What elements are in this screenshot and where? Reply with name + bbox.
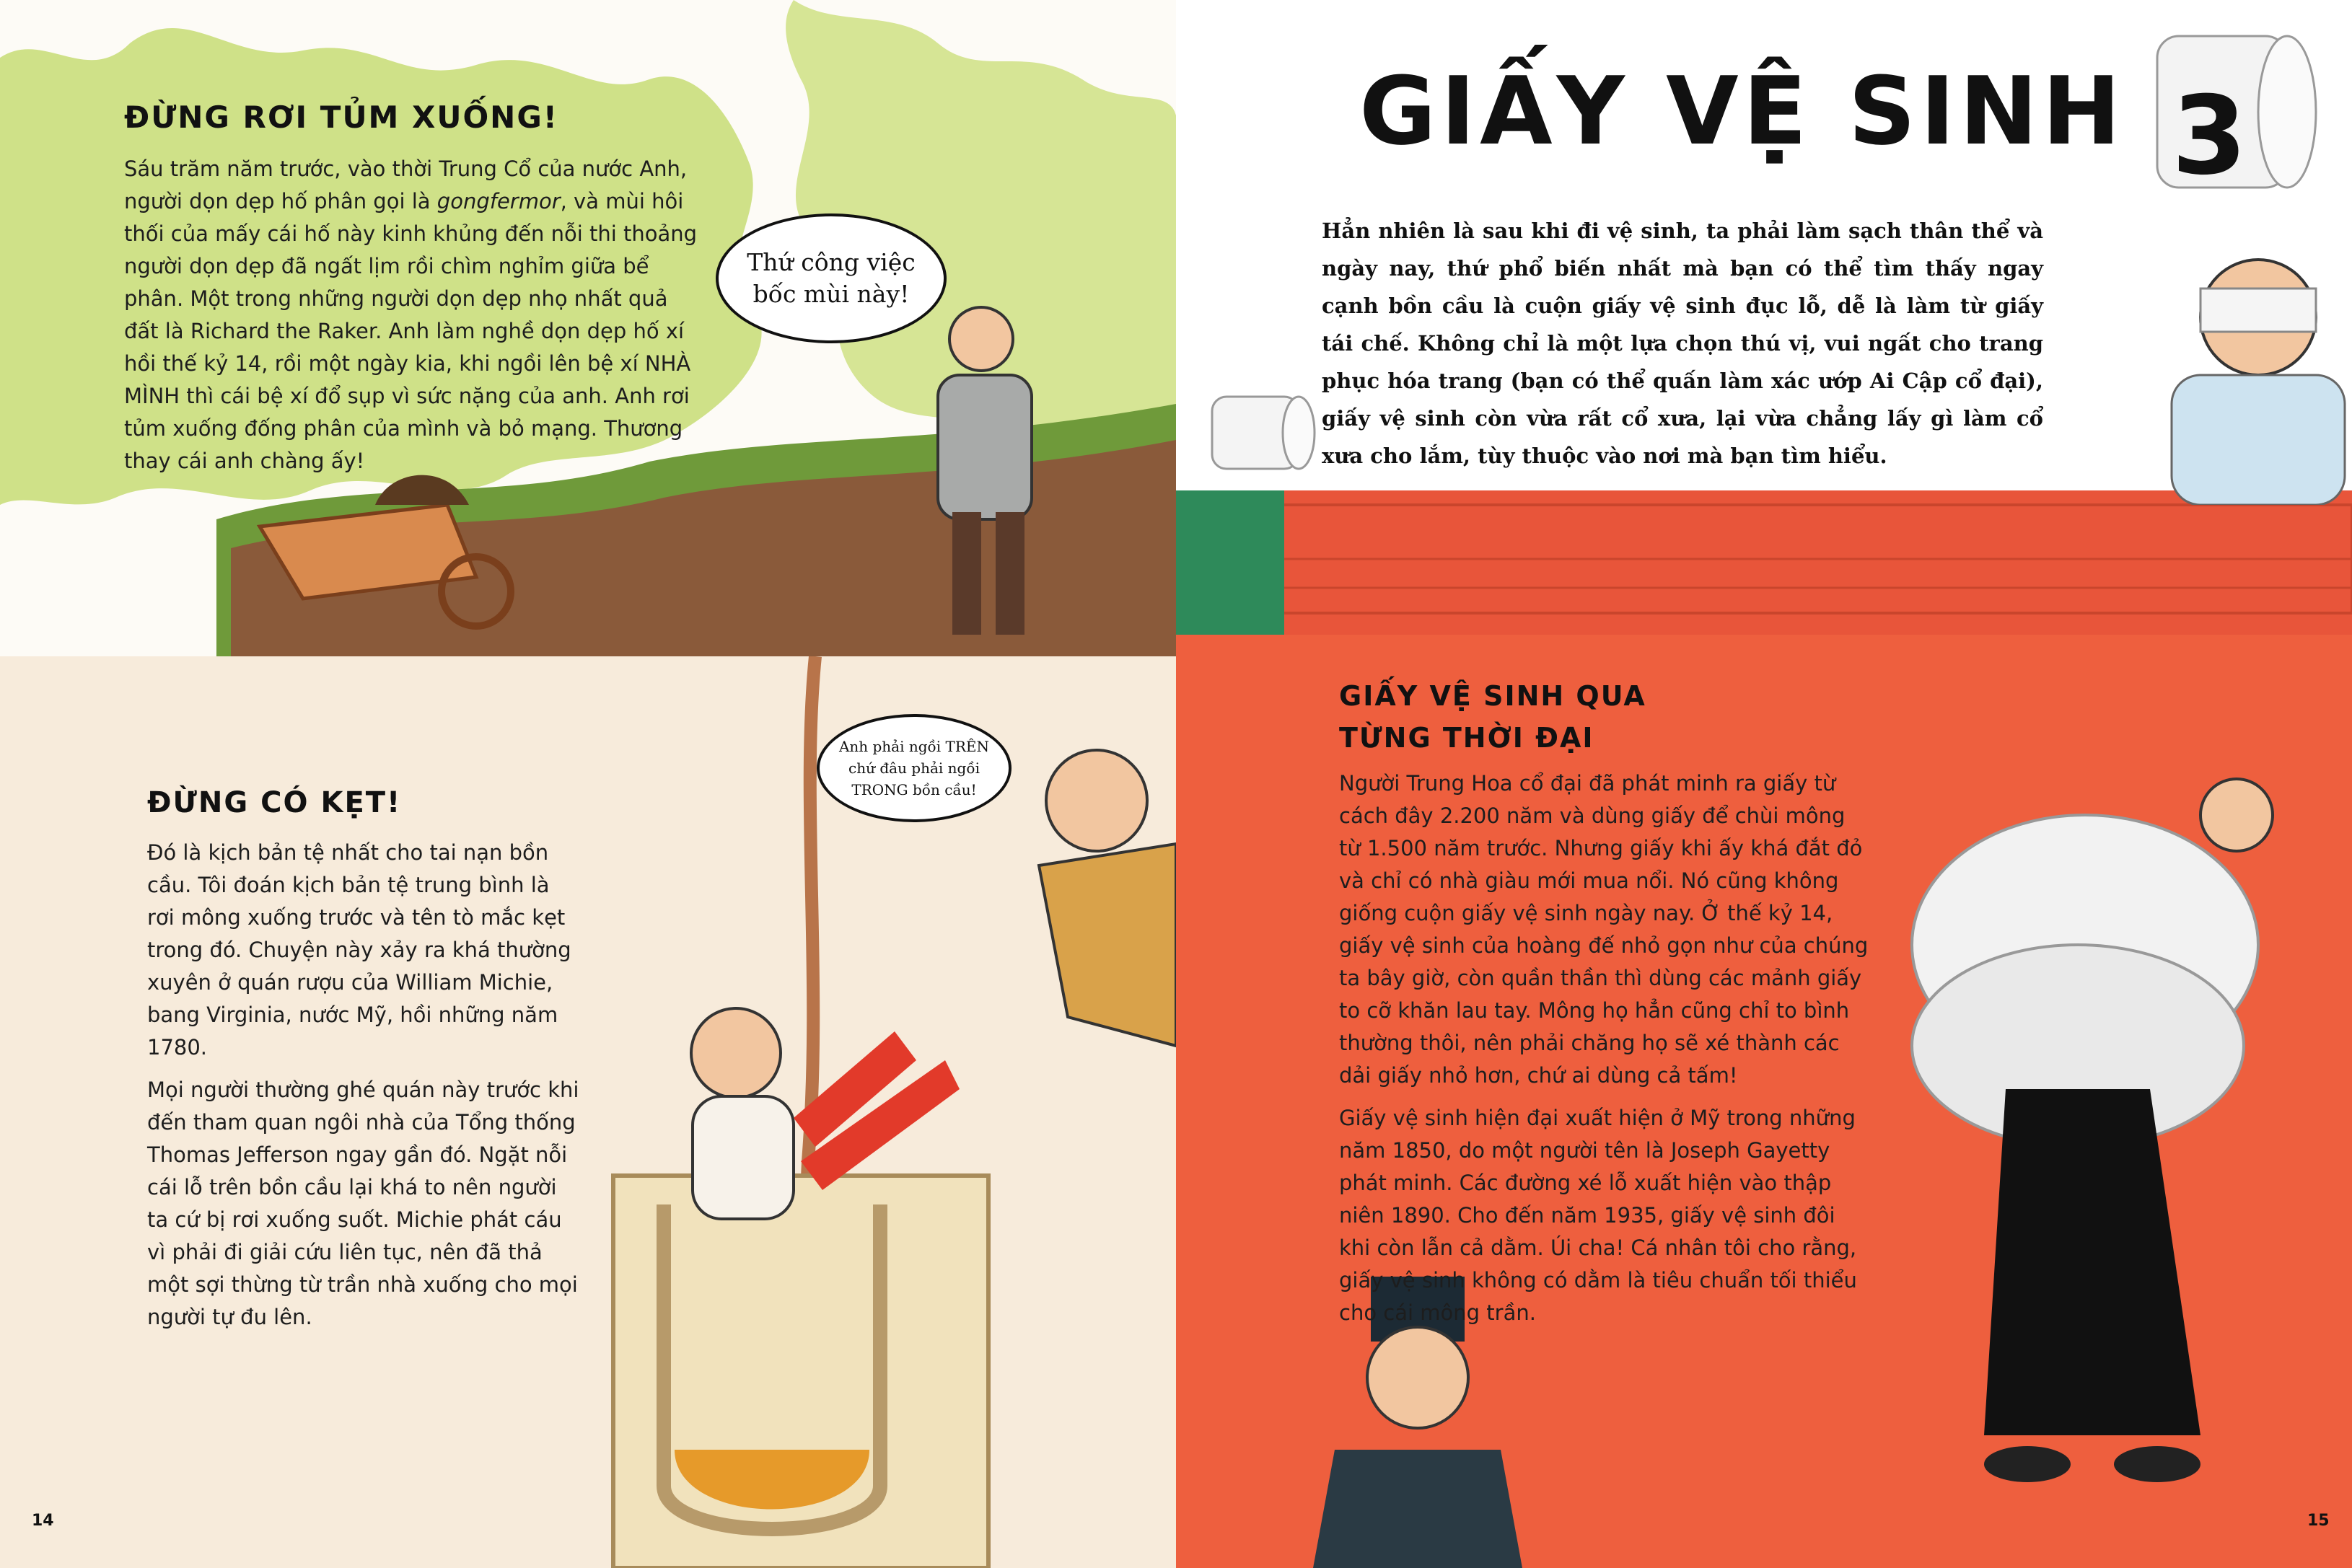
intro-text: Hẳn nhiên là sau khi đi vệ sinh, ta phải làm sạch thân thể và ngày nay, thứ phổ biến nhất mà bạn có thể tìm thấy ngay cạnh bồn cầu là cuộn giấy vệ sinh đục lỗ, dễ là làm từ giấy tái chế. Không chỉ là một lựa chọn thú vị, vui ngất cho trang phục hóa trang (bạn có thể quấn làm xác ướp Ai Cập cổ đại), giấy vệ sinh còn vừa rất cổ xưa, lại vừa chẳng lấy gì làm cổ xưa cho lắm, tùy thuộc vào nơi mà bạn tìm hiểu.	[1322, 219, 2043, 468]
section-title-through-ages	[1339, 675, 1646, 759]
servant-carrying-paper	[1897, 743, 2352, 1568]
body-text-part: , và mùi hôi thối của mấy cái hố này kinh khủng đến nỗi thi thoảng người dọn dẹp đã ngất lịm rồi chìm nghỉm giữa bể phân. Một trong những người dọn dẹp nhọ nhất quả đất là Richard the Raker. Anh làm nghề dọn dẹp hố xí hồi thế kỷ 14, rồi một ngày kia, khi ngồi lên bệ xí NHÀ MÌNH thì cái bệ xí đổ sụp vì sức nặng của anh. Anh rơi tủm xuống đống phân của mình và bỏ mạng. Thương thay cái anh chàng ấy!	[124, 189, 698, 473]
mummy-illustration	[2114, 29, 2352, 505]
speech-bubble-sit: Anh phải ngồi TRÊN chứ đâu phải ngồi TRONG bồn cầu!	[817, 714, 1012, 822]
paragraph: Mọi người thường ghé quán này trước khi đến tham quan ngôi nhà của Tổng thống Thomas Jefferson ngay gần đó. Ngặt nỗi cái lỗ trên bồn cầu lại khá to nên người ta cứ bị rơi xuống suốt. Michie phát cáu vì phải đi giải cứu liên tục, nên đã thả một sợi thừng từ trần nhà xuống cho mọi người tự đu lên.	[147, 1078, 579, 1329]
term-gongfermor: gongfermor	[436, 189, 561, 213]
section-body-through-ages	[1339, 767, 1873, 1339]
page-number-right: 15	[2307, 1512, 2330, 1530]
page-number-left: 14	[32, 1512, 54, 1530]
page-title: GIẤY VỆ SINH	[1359, 56, 2125, 166]
section-title-dont-fall: ĐỪNG RƠI TỦM XUỐNG!	[124, 100, 558, 135]
section-title-dont-get-stuck: ĐỪNG CÓ KẸT!	[147, 786, 402, 819]
jade-ornament	[1176, 490, 1284, 635]
paragraph: Đó là kịch bản tệ nhất cho tai nạn bồn cầu. Tôi đoán kịch bản tệ trung bình là rơi mông xuống trước và tên tò mắc kẹt trong đó. Chuyện này xảy ra khá thường xuyên ở quán rượu của William Michie, bang Virginia, nước Mỹ, hồi những năm 1780.	[147, 840, 571, 1060]
angry-man	[1039, 750, 1176, 1046]
section-body-dont-fall	[124, 153, 701, 477]
body-text-part: Sáu trăm năm trước, vào thời Trung Cổ của nước Anh, người dọn dẹp hố phân gọi là	[124, 157, 688, 213]
decorative-frieze	[1176, 490, 2352, 635]
section-title-line: GIẤY VỆ SINH QUA	[1339, 680, 1646, 712]
speech-bubble-job: Thứ công việc bốc mùi này!	[716, 213, 947, 343]
svg-text:3: 3	[2172, 74, 2247, 199]
section-body-dont-get-stuck	[147, 837, 580, 1344]
right-page	[1176, 0, 2352, 1568]
paragraph: Người Trung Hoa cổ đại đã phát minh ra giấy từ cách đây 2.200 năm và dùng giấy để chùi mông từ 1.500 năm trước. Nhưng giấy khi ấy khá đắt đỏ và chỉ có nhà giàu mới mua nổi. Nó cũng không giống cuộn giấy vệ sinh ngày nay. Ở thế kỷ 14, giấy vệ sinh của hoàng đế nhỏ gọn như của chúng ta bây giờ, còn quần thần thì dùng các mảnh giấy to cỡ khăn lau tay. Mông họ hẳn cũng chỉ to bình thường thôi, nên phải chăng họ sẽ xé thành các dải giấy nhỏ hơn, chứ ai dùng cả tấm!	[1339, 771, 1869, 1088]
section-title-line: TỪNG THỜI ĐẠI	[1339, 722, 1594, 754]
toilet-roll-icon	[1198, 389, 1328, 476]
paragraph: Giấy vệ sinh hiện đại xuất hiện ở Mỹ trong những năm 1850, do một người tên là Joseph Gayetty phát minh. Các đường xé lỗ xuất hiện vào thập niên 1890. Cho đến năm 1935, giấy vệ sinh đôi khi còn lẫn cả dằm. Úi cha! Cá nhân tôi cho rằng, giấy vệ sinh không có dằm là tiêu chuẩn tối thiểu cho cái mông trần.	[1339, 1106, 1857, 1325]
